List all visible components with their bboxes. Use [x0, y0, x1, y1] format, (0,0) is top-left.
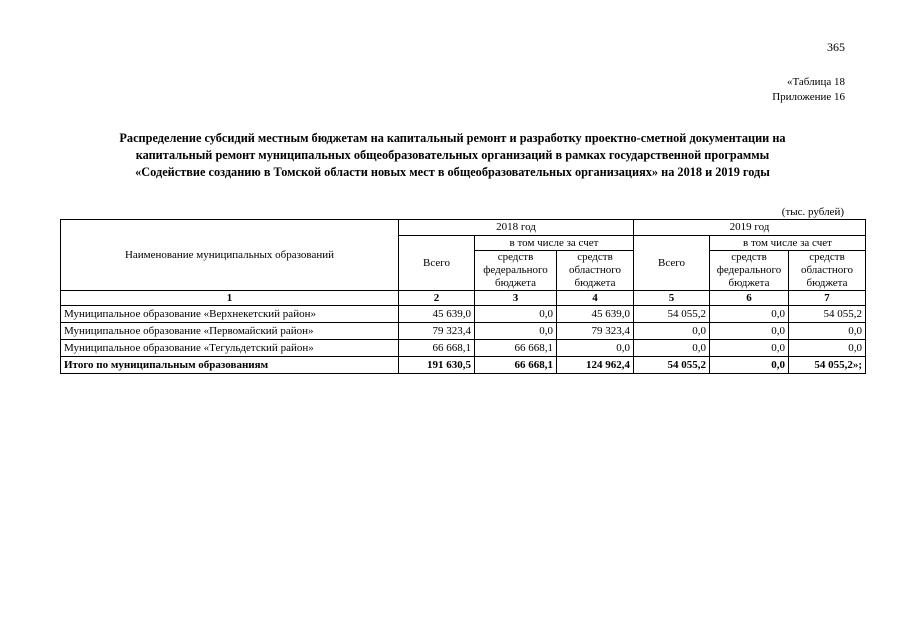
cell-value: 0,0	[789, 340, 866, 357]
table-row	[61, 340, 866, 357]
table-reference: «Таблица 18	[786, 76, 845, 88]
title-line-2: капитальный ремонт муниципальных общеобразовательных организаций в рамках государственной программы	[135, 148, 770, 162]
header-name-col: Наименование муниципальных образований	[61, 220, 399, 291]
document-title	[40, 130, 865, 181]
header-total-2018: Всего	[399, 236, 475, 291]
table-row	[61, 306, 866, 323]
total-value: 54 055,2	[634, 357, 710, 374]
appendix-reference: Приложение 16	[772, 91, 845, 103]
cell-value: 0,0	[634, 323, 710, 340]
cell-value: 45 639,0	[557, 306, 634, 323]
col-index: 5	[634, 291, 710, 306]
municipality-name: Муниципальное образование «Тегульдетский район»	[61, 340, 399, 357]
municipality-name: Муниципальное образование «Первомайский район»	[61, 323, 399, 340]
col-index: 2	[399, 291, 475, 306]
col-index: 3	[475, 291, 557, 306]
cell-value: 0,0	[475, 306, 557, 323]
header-federal-2019: средств федерального бюджета	[710, 251, 789, 291]
cell-value: 0,0	[475, 323, 557, 340]
cell-value: 54 055,2	[634, 306, 710, 323]
total-label: Итого по муниципальным образованиям	[61, 357, 399, 374]
cell-value: 54 055,2	[789, 306, 866, 323]
municipality-name: Муниципальное образование «Верхнекетский район»	[61, 306, 399, 323]
cell-value: 0,0	[557, 340, 634, 357]
col-index: 6	[710, 291, 789, 306]
col-index: 7	[789, 291, 866, 306]
column-index-row	[61, 291, 866, 306]
cell-value: 66 668,1	[399, 340, 475, 357]
table-row	[61, 323, 866, 340]
title-line-3: «Содействие созданию в Томской области новых мест в общеобразовательных организациях» на 2018 и 2019 годы	[135, 165, 770, 179]
header-total-2019: Всего	[634, 236, 710, 291]
header-including-2019: в том числе за счет	[710, 236, 866, 251]
cell-value: 0,0	[710, 340, 789, 357]
subsidy-table	[60, 219, 866, 374]
title-line-1: Распределение субсидий местным бюджетам на капитальный ремонт и разработку проектно-сметной документации на	[119, 131, 786, 145]
total-value: 0,0	[710, 357, 789, 374]
total-value: 66 668,1	[475, 357, 557, 374]
cell-value: 0,0	[710, 323, 789, 340]
total-value: 191 630,5	[399, 357, 475, 374]
cell-value: 66 668,1	[475, 340, 557, 357]
header-regional-2018: средств областного бюджета	[557, 251, 634, 291]
cell-value: 0,0	[634, 340, 710, 357]
col-index: 4	[557, 291, 634, 306]
header-federal-2018: средств федерального бюджета	[475, 251, 557, 291]
header-year-2018: 2018 год	[399, 220, 634, 236]
cell-value: 79 323,4	[557, 323, 634, 340]
header-including-2018: в том числе за счет	[475, 236, 634, 251]
cell-value: 0,0	[710, 306, 789, 323]
cell-value: 0,0	[789, 323, 866, 340]
units-label: (тыс. рублей)	[781, 206, 844, 218]
header-regional-2019: средств областного бюджета	[789, 251, 866, 291]
header-year-2019: 2019 год	[634, 220, 866, 236]
total-row	[61, 357, 866, 374]
col-index: 1	[61, 291, 399, 306]
total-value: 54 055,2»;	[789, 357, 866, 374]
cell-value: 79 323,4	[399, 323, 475, 340]
cell-value: 45 639,0	[399, 306, 475, 323]
page-number: 365	[827, 40, 845, 54]
total-value: 124 962,4	[557, 357, 634, 374]
